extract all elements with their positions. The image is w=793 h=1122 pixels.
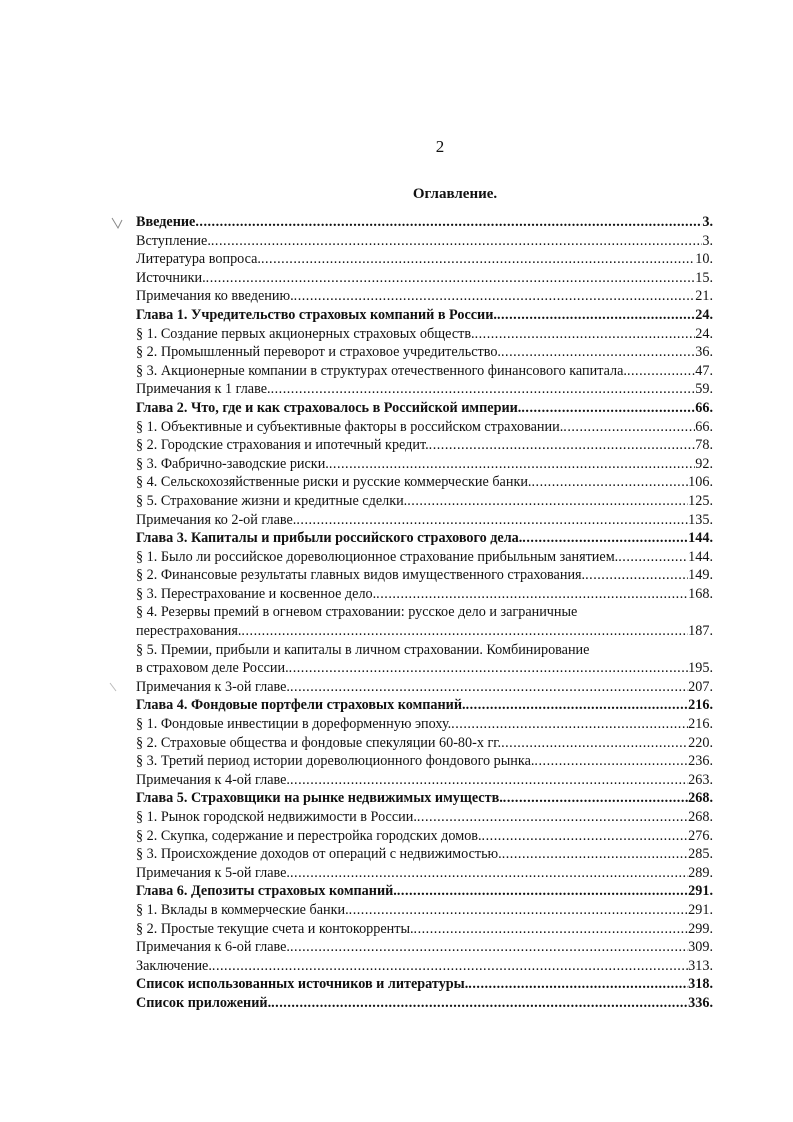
toc-entry-page: 106. <box>688 474 713 491</box>
toc-entry-title: § 2. Скупка, содержание и перестройка городских домов. <box>136 827 482 844</box>
dot-leader <box>522 529 688 548</box>
toc-entry-page: 268. <box>688 809 713 825</box>
dot-leader <box>618 548 688 567</box>
toc-entry-page: 24. <box>695 306 713 323</box>
toc-entry-page: 309. <box>688 939 713 956</box>
toc-entry <box>136 994 713 1013</box>
toc-entry-page: 3. <box>702 232 713 249</box>
toc-entry-title: § 1. Вклады в коммерческие банки. <box>136 901 349 918</box>
toc-entry <box>136 511 713 530</box>
toc-entry-title: § 5. Страхование жизни и кредитные сделки. <box>136 492 408 509</box>
pen-mark-icon <box>108 680 122 694</box>
toc-entry <box>136 492 713 511</box>
toc-entry-title: § 3. Акционерные компании в структурах отечественного финансового капитала. <box>136 362 627 379</box>
toc-entry-page: 168. <box>688 585 713 602</box>
toc-entry-page: 3. <box>702 214 713 230</box>
toc-entry <box>136 529 713 548</box>
toc-entry <box>136 659 713 678</box>
toc-entry-page: 207. <box>688 678 713 695</box>
toc-entry <box>136 920 713 939</box>
dot-leader <box>534 752 688 771</box>
toc-entry-title: § 4. Резервы премий в огневом страховании: русское дело и заграничные <box>136 604 578 621</box>
dot-leader <box>241 622 688 641</box>
toc-entry-page: 313. <box>688 957 713 974</box>
dot-leader <box>451 715 688 734</box>
dot-leader <box>563 418 695 437</box>
toc-entry-title: § 1. Было ли российское дореволюционное страхование прибыльным занятием. <box>136 548 619 565</box>
toc-entry-page: 291. <box>688 901 713 918</box>
toc-entry <box>136 827 713 846</box>
toc-entry-title: § 3. Третий период истории дореволюционного фондового рынка. <box>136 753 535 770</box>
dot-leader <box>482 827 689 846</box>
toc-entry <box>136 269 713 288</box>
toc-entry-title: § 1. Фондовые инвестиции в дореформенную эпоху. <box>136 716 452 733</box>
toc-entry-title: § 3. Происхождение доходов от операций с недвижимостью. <box>136 846 502 863</box>
toc-entry <box>136 808 713 827</box>
toc-entry-page: 149. <box>688 567 713 584</box>
dot-leader <box>206 269 696 288</box>
dot-leader <box>376 585 688 604</box>
toc-entry-page: 24. <box>695 325 713 342</box>
dot-leader <box>501 343 695 362</box>
toc-entry-title: Примечания к 4-ой главе. <box>136 771 290 788</box>
dot-leader <box>468 975 688 994</box>
toc-entry-title: Заключение. <box>136 957 212 974</box>
toc-entry-title: Глава 2. Что, где и как страховалось в Российской империи. <box>136 399 522 416</box>
toc-entry <box>136 752 713 771</box>
toc-entry-title: § 2. Городские страхования и ипотечный кредит. <box>136 437 429 454</box>
toc-entry-page: 336. <box>688 994 713 1011</box>
toc-title: Оглавление. <box>412 186 498 202</box>
toc-entry <box>136 287 713 306</box>
dot-leader <box>414 920 689 939</box>
toc-entry <box>136 678 713 697</box>
toc-entry <box>136 641 713 660</box>
toc-entry <box>136 957 713 976</box>
toc-entry-title: § 1. Рынок городской недвижимости в России. <box>136 809 417 825</box>
toc-entry <box>136 232 713 251</box>
dot-leader <box>271 994 688 1013</box>
toc-entry-title: § 4. Сельскохозяйственные риски и русские коммерческие банки. <box>136 474 532 491</box>
toc-entry <box>136 696 713 715</box>
dot-leader <box>290 771 688 790</box>
toc-entry-title: перестрахования. <box>136 623 242 640</box>
toc-entry-page: 92. <box>695 455 713 472</box>
toc-entry-title: Примечания ко 2-ой главе. <box>136 511 297 528</box>
dot-leader <box>289 659 689 678</box>
toc-entry-page: 268. <box>688 790 713 807</box>
toc-entry-title: § 2. Финансовые результаты главных видов имущественного страхования. <box>136 567 586 584</box>
toc-entry-title: Список приложений. <box>136 994 272 1011</box>
toc-entry-title: Глава 3. Капиталы и прибыли российского страхового дела. <box>136 530 523 547</box>
toc-entry-page: 236. <box>688 753 713 770</box>
dot-leader <box>466 696 689 715</box>
toc-entry-page: 187. <box>688 623 713 640</box>
toc-entry <box>136 715 713 734</box>
dot-leader <box>261 250 695 269</box>
toc-entry-page: 47. <box>695 362 713 379</box>
dot-leader <box>349 901 689 920</box>
toc-entry <box>136 864 713 883</box>
dot-leader <box>627 362 695 381</box>
toc-entry-title: Глава 5. Страховщики на рынке недвижимых имуществ. <box>136 790 503 807</box>
dot-leader <box>397 882 688 901</box>
toc-entry <box>136 789 713 808</box>
toc-entry-page: 36. <box>695 344 713 361</box>
toc-entry-title: § 1. Создание первых акционерных страховых обществ. <box>136 325 475 342</box>
toc-entry-title: Введение <box>136 214 196 230</box>
dot-leader <box>212 957 688 976</box>
dot-leader <box>429 436 696 455</box>
toc-entry-title: Источники. <box>136 269 206 286</box>
toc-entry <box>136 250 713 269</box>
toc-entry <box>136 771 713 790</box>
toc-entry-title: § 1. Объективные и субъективные факторы в российском страховании. <box>136 418 564 435</box>
dot-leader <box>211 232 702 251</box>
dot-leader <box>195 213 702 232</box>
table-of-contents <box>136 213 713 1013</box>
toc-entry-title: Литература вопроса. <box>136 251 261 268</box>
toc-entry <box>136 306 713 325</box>
toc-entry-page: 21. <box>695 288 713 305</box>
dot-leader <box>531 473 688 492</box>
dot-leader <box>290 938 688 957</box>
dot-leader <box>271 380 696 399</box>
toc-entry <box>136 343 713 362</box>
dot-leader <box>521 399 695 418</box>
toc-entry <box>136 362 713 381</box>
dot-leader <box>585 566 688 585</box>
toc-entry-page: 59. <box>695 381 713 398</box>
dot-leader <box>497 306 695 325</box>
toc-entry-page: 144. <box>688 530 713 547</box>
toc-entry <box>136 399 713 418</box>
dot-leader <box>475 325 696 344</box>
dot-leader <box>502 845 688 864</box>
toc-entry <box>136 938 713 957</box>
toc-entry <box>136 845 713 864</box>
toc-entry-title: § 2. Промышленный переворот и страховое учредительство. <box>136 344 501 361</box>
dot-leader <box>501 734 688 753</box>
toc-entry-title: в страховом деле России. <box>136 660 289 677</box>
toc-entry <box>136 603 713 622</box>
toc-entry <box>136 548 713 567</box>
toc-entry-title: Примечания ко введению. <box>136 288 294 305</box>
toc-entry <box>136 380 713 399</box>
toc-entry-page: 216. <box>688 716 713 733</box>
toc-entry-page: 66. <box>695 399 713 416</box>
toc-entry-title: Примечания к 6-ой главе. <box>136 939 290 956</box>
dot-leader <box>329 455 695 474</box>
toc-entry-page: 78. <box>695 437 713 454</box>
toc-entry-page: 144. <box>688 548 713 565</box>
toc-entry <box>136 436 713 455</box>
toc-entry <box>136 975 713 994</box>
toc-entry <box>136 566 713 585</box>
toc-entry <box>136 473 713 492</box>
toc-entry <box>136 901 713 920</box>
toc-entry <box>136 213 713 232</box>
toc-entry-title: Примечания к 1 главе. <box>136 381 271 398</box>
toc-entry-title: § 3. Фабрично-заводские риски. <box>136 455 329 472</box>
page-number: 2 <box>435 137 445 156</box>
toc-entry-page: 289. <box>688 864 713 881</box>
toc-entry-page: 216. <box>688 697 713 714</box>
toc-entry-page: 10. <box>695 251 713 268</box>
pen-mark-icon <box>110 216 124 230</box>
toc-entry-title: § 3. Перестрахование и косвенное дело. <box>136 585 377 602</box>
toc-entry-page: 276. <box>688 827 713 844</box>
toc-entry <box>136 418 713 437</box>
toc-entry-title: Примечания к 3-ой главе. <box>136 678 290 695</box>
dot-leader <box>503 789 688 808</box>
toc-entry-title: § 2. Страховые общества и фондовые спекуляции 60-80-х гг. <box>136 734 502 751</box>
toc-entry-page: 66. <box>695 418 713 435</box>
dot-leader <box>290 864 688 883</box>
toc-entry-page: 220. <box>688 734 713 751</box>
toc-entry-page: 285. <box>688 846 713 863</box>
toc-entry-page: 125. <box>688 492 713 509</box>
toc-entry <box>136 882 713 901</box>
toc-entry-title: Глава 6. Депозиты страховых компаний. <box>136 883 397 900</box>
dot-leader <box>294 287 696 306</box>
toc-entry <box>136 325 713 344</box>
toc-entry-title: Список использованных источников и литературы. <box>136 976 469 993</box>
dot-leader <box>296 511 688 530</box>
toc-entry-page: 299. <box>688 920 713 937</box>
toc-entry-page: 263. <box>688 771 713 788</box>
dot-leader <box>417 808 688 827</box>
toc-entry-title: Глава 1. Учредительство страховых компаний в России. <box>136 306 497 323</box>
toc-entry-page: 318. <box>688 976 713 993</box>
toc-entry-title: § 2. Простые текущие счета и контокорренты. <box>136 920 414 937</box>
toc-entry <box>136 734 713 753</box>
toc-entry-title: Вступление. <box>136 232 211 249</box>
dot-leader <box>407 492 688 511</box>
toc-entry-page: 135. <box>688 511 713 528</box>
toc-entry <box>136 622 713 641</box>
toc-entry-title: § 5. Премии, прибыли и капиталы в личном страховании. Комбинирование <box>136 641 590 658</box>
toc-entry-page: 15. <box>695 269 713 286</box>
toc-entry-page: 195. <box>688 660 713 677</box>
toc-entry-title: Глава 4. Фондовые портфели страховых компаний. <box>136 697 466 714</box>
toc-entry-page: 291. <box>688 883 713 900</box>
dot-leader <box>290 678 688 697</box>
toc-entry-title: Примечания к 5-ой главе. <box>136 864 290 881</box>
toc-entry <box>136 455 713 474</box>
toc-entry <box>136 585 713 604</box>
